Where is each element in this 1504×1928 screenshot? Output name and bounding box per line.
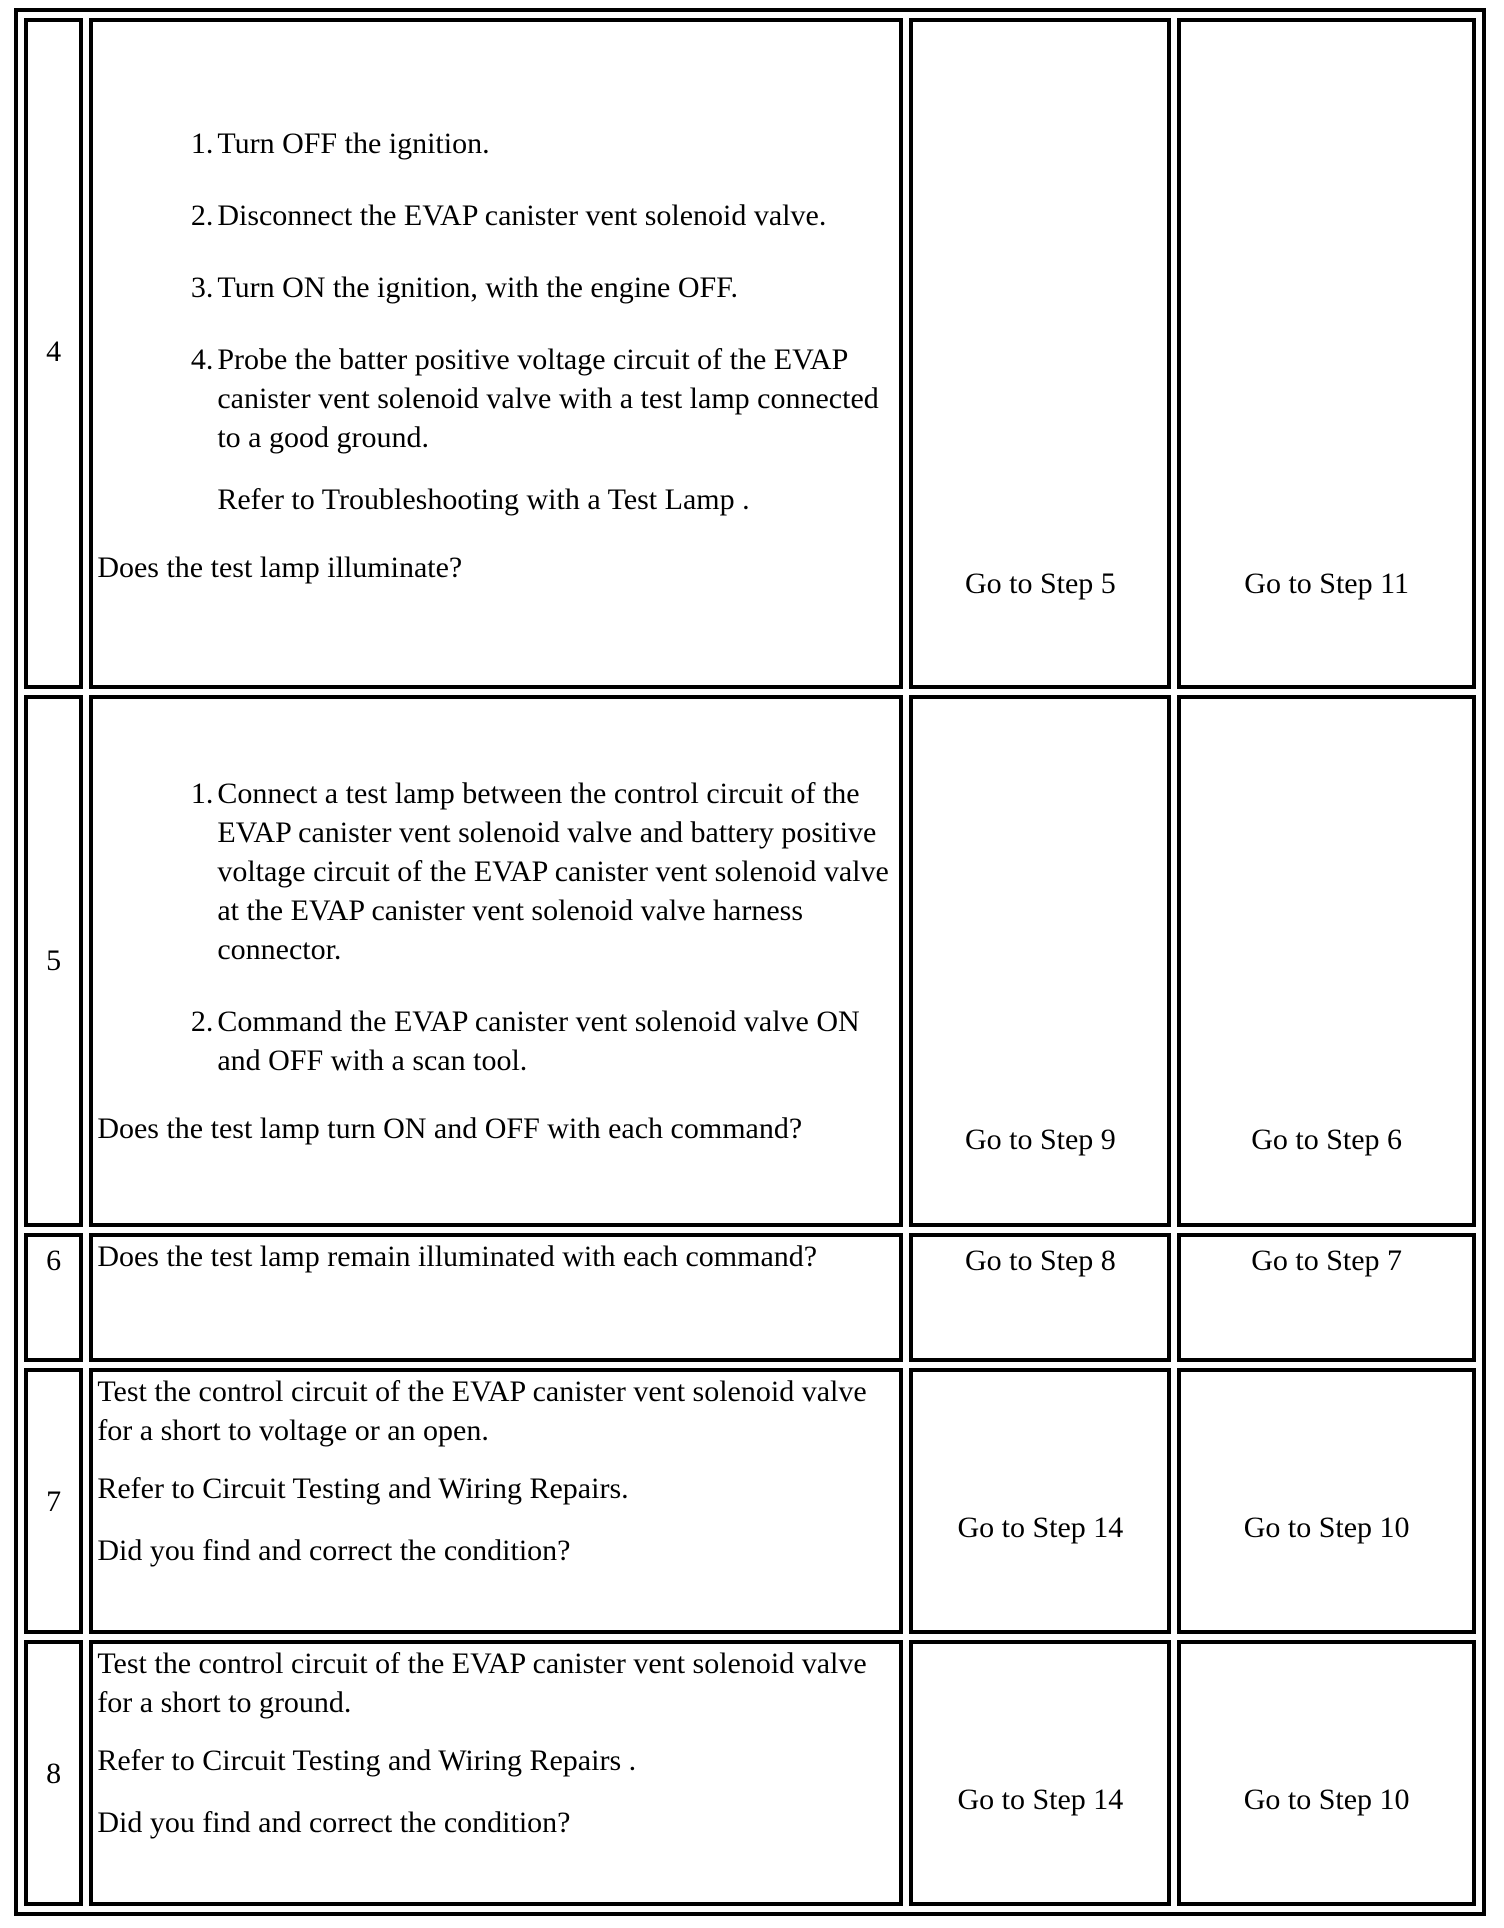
no-goto-step: Go to Step 11 <box>1244 567 1410 601</box>
step-number-cell <box>24 695 83 1227</box>
step-number-cell <box>24 1640 83 1906</box>
question-text: Did you find and correct the condition? <box>97 1534 571 1568</box>
action-cell <box>89 1640 903 1906</box>
list-item-text: Turn ON the ignition, with the engine OFF. <box>217 271 738 305</box>
list-item-number: 4. <box>190 343 214 377</box>
yes-goto-step: Go to Step 9 <box>964 1122 1116 1156</box>
list-item <box>97 1002 893 1080</box>
step-number: 8 <box>46 1756 62 1790</box>
yes-action-cell <box>909 1368 1171 1634</box>
list-item-text: Probe the batter positive voltage circuit of the EVAP canister vent solenoid valve with a test lamp connected to a good ground. <box>217 343 879 455</box>
step-number: 5 <box>46 944 62 978</box>
yes-action-cell <box>909 18 1171 689</box>
yes-goto-step: Go to Step 8 <box>964 1243 1116 1277</box>
list-item-text: Command the EVAP canister vent solenoid valve ON and OFF with a scan tool. <box>217 1004 860 1077</box>
no-action-cell <box>1177 18 1476 689</box>
list-item-number: 3. <box>190 271 214 305</box>
list-item <box>97 268 893 307</box>
action-list <box>97 124 893 519</box>
step-number-cell <box>24 1233 83 1362</box>
no-goto-step: Go to Step 7 <box>1251 1243 1403 1277</box>
paragraph: Test the control circuit of the EVAP canister vent solenoid valve for a short to ground. <box>97 1647 867 1720</box>
list-item-note: Refer to Troubleshooting with a Test Lamp . <box>217 483 750 517</box>
yes-action-cell <box>909 1233 1171 1362</box>
question-text: Does the test lamp turn ON and OFF with each command? <box>97 1111 803 1145</box>
table-row <box>24 1233 1476 1362</box>
question-text: Does the test lamp illuminate? <box>97 551 463 585</box>
action-cell <box>89 18 903 689</box>
yes-goto-step: Go to Step 5 <box>964 567 1116 601</box>
step-number: 4 <box>46 335 62 369</box>
list-item-text: Turn OFF the ignition. <box>217 127 490 161</box>
step-number-cell <box>24 18 83 689</box>
list-item <box>97 196 893 235</box>
yes-action-cell <box>909 1640 1171 1906</box>
action-cell <box>89 1368 903 1634</box>
list-item-text: Disconnect the EVAP canister vent solenoid valve. <box>217 199 827 233</box>
no-action-cell <box>1177 1368 1476 1634</box>
list-item <box>97 340 893 519</box>
list-item <box>97 774 893 969</box>
table-row <box>24 18 1476 689</box>
diagnostic-table <box>14 8 1486 1916</box>
question-text: Does the test lamp remain illuminated with each command? <box>97 1239 818 1273</box>
no-action-cell <box>1177 1233 1476 1362</box>
paragraph: Test the control circuit of the EVAP canister vent solenoid valve for a short to voltage or an open. <box>97 1375 867 1448</box>
no-goto-step: Go to Step 10 <box>1243 1782 1410 1816</box>
question-text: Did you find and correct the condition? <box>97 1806 571 1840</box>
step-number: 6 <box>46 1243 62 1277</box>
step-number: 7 <box>46 1484 62 1518</box>
yes-action-cell <box>909 695 1171 1227</box>
yes-goto-step: Go to Step 14 <box>957 1782 1124 1816</box>
paragraph: Refer to Circuit Testing and Wiring Repairs . <box>97 1744 637 1778</box>
action-cell <box>89 695 903 1227</box>
list-item <box>97 124 893 163</box>
list-item-number: 2. <box>190 1004 214 1038</box>
paragraph: Refer to Circuit Testing and Wiring Repairs. <box>97 1472 629 1506</box>
list-item-number: 1. <box>190 776 214 810</box>
table-row <box>24 1368 1476 1634</box>
list-item-text: Connect a test lamp between the control circuit of the EVAP canister vent solenoid valve and battery positive voltage circuit of the EVAP canister vent solenoid valve at the EVAP canister vent solenoid valve harness connector. <box>217 776 889 966</box>
table-row <box>24 695 1476 1227</box>
action-cell <box>89 1233 903 1362</box>
no-action-cell <box>1177 1640 1476 1906</box>
no-goto-step: Go to Step 6 <box>1251 1122 1403 1156</box>
no-action-cell <box>1177 695 1476 1227</box>
yes-goto-step: Go to Step 14 <box>957 1510 1124 1544</box>
list-item-number: 2. <box>190 199 214 233</box>
action-list <box>97 774 893 1080</box>
list-item-number: 1. <box>190 127 214 161</box>
no-goto-step: Go to Step 10 <box>1243 1510 1410 1544</box>
table-row <box>24 1640 1476 1906</box>
step-number-cell <box>24 1368 83 1634</box>
